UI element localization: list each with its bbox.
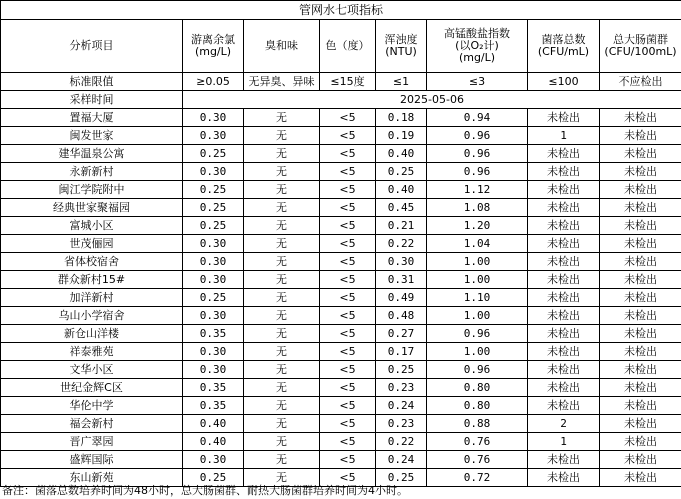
- cell-cod: 0.96: [427, 361, 528, 379]
- cell-color: <5: [320, 145, 376, 163]
- cell-color: <5: [320, 379, 376, 397]
- cell-color: <5: [320, 235, 376, 253]
- table-row: [1, 433, 681, 451]
- cell-color: <5: [320, 433, 376, 451]
- cell-bacteria: 未检出: [528, 469, 600, 487]
- header-row: [1, 20, 681, 73]
- cell-name: 新仓山洋楼: [1, 325, 183, 343]
- header-odor: 臭和味: [244, 20, 320, 73]
- cell-name: 建华温泉公寓: [1, 145, 183, 163]
- cell-coliform: 未检出: [600, 343, 681, 361]
- cell-name: 闽江学院附中: [1, 181, 183, 199]
- cell-coliform: 未检出: [600, 271, 681, 289]
- cell-bacteria: 未检出: [528, 217, 600, 235]
- cell-coliform: 未检出: [600, 235, 681, 253]
- cell-bacteria: 1: [528, 433, 600, 451]
- table-row: [1, 181, 681, 199]
- cell-coliform: 未检出: [600, 127, 681, 145]
- cell-chlorine: 0.25: [183, 199, 244, 217]
- cell-color: <5: [320, 325, 376, 343]
- cell-coliform: 未检出: [600, 199, 681, 217]
- standard-coliform: 不应检出: [600, 73, 681, 91]
- header-cod-basis: (以O₂计): [455, 39, 499, 52]
- cell-turbidity: 0.25: [376, 469, 427, 487]
- table-row: [1, 379, 681, 397]
- cell-name: 世纪金辉C区: [1, 379, 183, 397]
- header-cod-label: 高锰酸盐指数: [444, 27, 510, 40]
- cell-turbidity: 0.24: [376, 451, 427, 469]
- cell-bacteria: 未检出: [528, 235, 600, 253]
- cell-odor: 无: [244, 271, 320, 289]
- cell-cod: 1.00: [427, 343, 528, 361]
- cell-cod: 1.00: [427, 253, 528, 271]
- cell-cod: 0.96: [427, 127, 528, 145]
- cell-turbidity: 0.23: [376, 379, 427, 397]
- cell-odor: 无: [244, 217, 320, 235]
- footnote: 备注：菌落总数培养时间为48小时，总大肠菌群、耐热大肠菌群培养时间为4小时。: [2, 484, 408, 497]
- cell-turbidity: 0.31: [376, 271, 427, 289]
- cell-cod: 0.96: [427, 163, 528, 181]
- cell-coliform: 未检出: [600, 397, 681, 415]
- header-coliform: [600, 20, 681, 73]
- cell-bacteria: 未检出: [528, 271, 600, 289]
- cell-cod: 1.08: [427, 199, 528, 217]
- cell-bacteria: 未检出: [528, 361, 600, 379]
- cell-name: 东山新苑: [1, 469, 183, 487]
- cell-chlorine: 0.35: [183, 397, 244, 415]
- header-turbidity-label: 浑浊度: [384, 33, 418, 46]
- cell-chlorine: 0.25: [183, 289, 244, 307]
- cell-odor: 无: [244, 253, 320, 271]
- cell-odor: 无: [244, 235, 320, 253]
- cell-odor: 无: [244, 379, 320, 397]
- cell-turbidity: 0.49: [376, 289, 427, 307]
- cell-name: 祥泰雅苑: [1, 343, 183, 361]
- cell-coliform: 未检出: [600, 415, 681, 433]
- cell-turbidity: 0.24: [376, 397, 427, 415]
- cell-color: <5: [320, 451, 376, 469]
- header-turbidity: [376, 20, 427, 73]
- cell-chlorine: 0.25: [183, 469, 244, 487]
- cell-bacteria: 未检出: [528, 379, 600, 397]
- sampling-label: 采样时间: [1, 91, 183, 109]
- table-row: [1, 325, 681, 343]
- cell-color: <5: [320, 181, 376, 199]
- cell-coliform: 未检出: [600, 361, 681, 379]
- cell-coliform: 未检出: [600, 469, 681, 487]
- standard-turbidity: ≤1: [376, 73, 427, 91]
- cell-turbidity: 0.18: [376, 109, 427, 127]
- cell-turbidity: 0.17: [376, 343, 427, 361]
- header-item: 分析项目: [1, 20, 183, 73]
- cell-bacteria: 未检出: [528, 253, 600, 271]
- header-color: 色（度）: [320, 20, 376, 73]
- table-row: [1, 145, 681, 163]
- cell-turbidity: 0.22: [376, 235, 427, 253]
- cell-color: <5: [320, 289, 376, 307]
- cell-chlorine: 0.30: [183, 271, 244, 289]
- standard-color: ≤15度: [320, 73, 376, 91]
- cell-chlorine: 0.30: [183, 343, 244, 361]
- cell-chlorine: 0.30: [183, 451, 244, 469]
- cell-odor: 无: [244, 397, 320, 415]
- cell-name: 富城小区: [1, 217, 183, 235]
- cell-coliform: 未检出: [600, 451, 681, 469]
- cell-name: 永新新村: [1, 163, 183, 181]
- standard-odor: 无异臭、异味: [244, 73, 320, 91]
- cell-chlorine: 0.25: [183, 145, 244, 163]
- cell-name: 晋广翠园: [1, 433, 183, 451]
- cell-turbidity: 0.23: [376, 415, 427, 433]
- cell-bacteria: 2: [528, 415, 600, 433]
- header-chlorine-label: 游离余氯: [191, 33, 235, 46]
- cell-chlorine: 0.40: [183, 415, 244, 433]
- sampling-date: 2025-05-06: [183, 91, 681, 109]
- cell-color: <5: [320, 343, 376, 361]
- header-coliform-unit: (CFU/100mL): [604, 45, 677, 58]
- table-row: [1, 451, 681, 469]
- cell-cod: 0.94: [427, 109, 528, 127]
- cell-turbidity: 0.25: [376, 163, 427, 181]
- cell-odor: 无: [244, 415, 320, 433]
- cell-chlorine: 0.30: [183, 253, 244, 271]
- header-cod: [427, 20, 528, 73]
- cell-cod: 0.80: [427, 397, 528, 415]
- cell-color: <5: [320, 271, 376, 289]
- cell-coliform: 未检出: [600, 289, 681, 307]
- cell-odor: 无: [244, 109, 320, 127]
- cell-coliform: 未检出: [600, 325, 681, 343]
- cell-chlorine: 0.35: [183, 325, 244, 343]
- table-row: [1, 307, 681, 325]
- standard-bacteria: ≤100: [528, 73, 600, 91]
- table-row: [1, 361, 681, 379]
- cell-cod: 0.80: [427, 379, 528, 397]
- cell-cod: 1.04: [427, 235, 528, 253]
- cell-cod: 1.12: [427, 181, 528, 199]
- cell-odor: 无: [244, 307, 320, 325]
- cell-chlorine: 0.30: [183, 235, 244, 253]
- cell-coliform: 未检出: [600, 307, 681, 325]
- table-row: [1, 127, 681, 145]
- header-cod-unit: (mg/L): [458, 51, 496, 64]
- table-row: [1, 109, 681, 127]
- cell-bacteria: 未检出: [528, 325, 600, 343]
- cell-coliform: 未检出: [600, 109, 681, 127]
- cell-cod: 1.00: [427, 271, 528, 289]
- cell-bacteria: 未检出: [528, 199, 600, 217]
- table-row: [1, 235, 681, 253]
- cell-name: 世茂俪园: [1, 235, 183, 253]
- table-row: [1, 415, 681, 433]
- cell-chlorine: 0.30: [183, 109, 244, 127]
- cell-odor: 无: [244, 469, 320, 487]
- cell-coliform: 未检出: [600, 181, 681, 199]
- header-coliform-label: 总大肠菌群: [613, 33, 668, 46]
- cell-color: <5: [320, 127, 376, 145]
- table-row: [1, 289, 681, 307]
- cell-odor: 无: [244, 145, 320, 163]
- header-chlorine: [183, 20, 244, 73]
- cell-coliform: 未检出: [600, 433, 681, 451]
- header-bacteria: [528, 20, 600, 73]
- cell-color: <5: [320, 253, 376, 271]
- cell-cod: 1.20: [427, 217, 528, 235]
- cell-cod: 0.76: [427, 451, 528, 469]
- cell-turbidity: 0.48: [376, 307, 427, 325]
- cell-odor: 无: [244, 343, 320, 361]
- cell-name: 福会新村: [1, 415, 183, 433]
- header-bacteria-label: 菌落总数: [541, 33, 586, 46]
- cell-color: <5: [320, 397, 376, 415]
- table-row: [1, 199, 681, 217]
- cell-name: 文华小区: [1, 361, 183, 379]
- cell-bacteria: 未检出: [528, 307, 600, 325]
- cell-odor: 无: [244, 199, 320, 217]
- header-chlorine-unit: (mg/L): [194, 45, 232, 58]
- table-row: [1, 397, 681, 415]
- cell-cod: 0.72: [427, 469, 528, 487]
- cell-odor: 无: [244, 181, 320, 199]
- cell-bacteria: 未检出: [528, 451, 600, 469]
- cell-color: <5: [320, 217, 376, 235]
- cell-chlorine: 0.35: [183, 379, 244, 397]
- cell-cod: 0.96: [427, 145, 528, 163]
- cell-chlorine: 0.30: [183, 127, 244, 145]
- cell-name: 加洋新村: [1, 289, 183, 307]
- cell-turbidity: 0.19: [376, 127, 427, 145]
- cell-turbidity: 0.21: [376, 217, 427, 235]
- table-row: [1, 343, 681, 361]
- cell-color: <5: [320, 415, 376, 433]
- cell-color: <5: [320, 469, 376, 487]
- cell-odor: 无: [244, 127, 320, 145]
- cell-turbidity: 0.40: [376, 145, 427, 163]
- cell-coliform: 未检出: [600, 217, 681, 235]
- cell-chlorine: 0.25: [183, 181, 244, 199]
- cell-name: 华伦中学: [1, 397, 183, 415]
- cell-name: 置福大厦: [1, 109, 183, 127]
- cell-name: 省体校宿舍: [1, 253, 183, 271]
- cell-cod: 0.96: [427, 325, 528, 343]
- cell-odor: 无: [244, 163, 320, 181]
- cell-odor: 无: [244, 361, 320, 379]
- table-row: [1, 217, 681, 235]
- cell-bacteria: 1: [528, 127, 600, 145]
- cell-chlorine: 0.30: [183, 163, 244, 181]
- table-row: [1, 253, 681, 271]
- cell-cod: 1.10: [427, 289, 528, 307]
- cell-turbidity: 0.40: [376, 181, 427, 199]
- cell-name: 闽发世家: [1, 127, 183, 145]
- cell-bacteria: 未检出: [528, 145, 600, 163]
- cell-odor: 无: [244, 289, 320, 307]
- cell-name: 经典世家聚福园: [1, 199, 183, 217]
- standard-cod: ≤3: [427, 73, 528, 91]
- cell-chlorine: 0.30: [183, 361, 244, 379]
- cell-coliform: 未检出: [600, 253, 681, 271]
- cell-turbidity: 0.27: [376, 325, 427, 343]
- cell-color: <5: [320, 163, 376, 181]
- cell-bacteria: 未检出: [528, 289, 600, 307]
- cell-chlorine: 0.30: [183, 307, 244, 325]
- cell-name: 群众新村15#: [1, 271, 183, 289]
- cell-color: <5: [320, 361, 376, 379]
- sampling-row: [1, 91, 681, 109]
- cell-chlorine: 0.25: [183, 217, 244, 235]
- cell-coliform: 未检出: [600, 163, 681, 181]
- cell-bacteria: 未检出: [528, 181, 600, 199]
- standard-label: 标准限值: [1, 73, 183, 91]
- table-row: [1, 271, 681, 289]
- cell-color: <5: [320, 307, 376, 325]
- header-turbidity-unit: (NTU): [385, 45, 417, 58]
- cell-odor: 无: [244, 451, 320, 469]
- cell-turbidity: 0.22: [376, 433, 427, 451]
- cell-cod: 0.76: [427, 433, 528, 451]
- cell-cod: 1.00: [427, 307, 528, 325]
- cell-bacteria: 未检出: [528, 109, 600, 127]
- header-bacteria-unit: (CFU/mL): [537, 45, 590, 58]
- cell-turbidity: 0.30: [376, 253, 427, 271]
- cell-turbidity: 0.25: [376, 361, 427, 379]
- cell-name: 盛辉国际: [1, 451, 183, 469]
- table-row: [1, 163, 681, 181]
- standard-chlorine: ≥0.05: [183, 73, 244, 91]
- cell-coliform: 未检出: [600, 145, 681, 163]
- cell-bacteria: 未检出: [528, 397, 600, 415]
- cell-odor: 无: [244, 433, 320, 451]
- cell-name: 乌山小学宿舍: [1, 307, 183, 325]
- cell-cod: 0.88: [427, 415, 528, 433]
- cell-bacteria: 未检出: [528, 163, 600, 181]
- cell-bacteria: 未检出: [528, 343, 600, 361]
- standard-row: [1, 73, 681, 91]
- cell-coliform: 未检出: [600, 379, 681, 397]
- cell-color: <5: [320, 109, 376, 127]
- cell-color: <5: [320, 199, 376, 217]
- cell-turbidity: 0.45: [376, 199, 427, 217]
- cell-chlorine: 0.40: [183, 433, 244, 451]
- table-title: 管网水七项指标: [1, 1, 681, 20]
- cell-odor: 无: [244, 325, 320, 343]
